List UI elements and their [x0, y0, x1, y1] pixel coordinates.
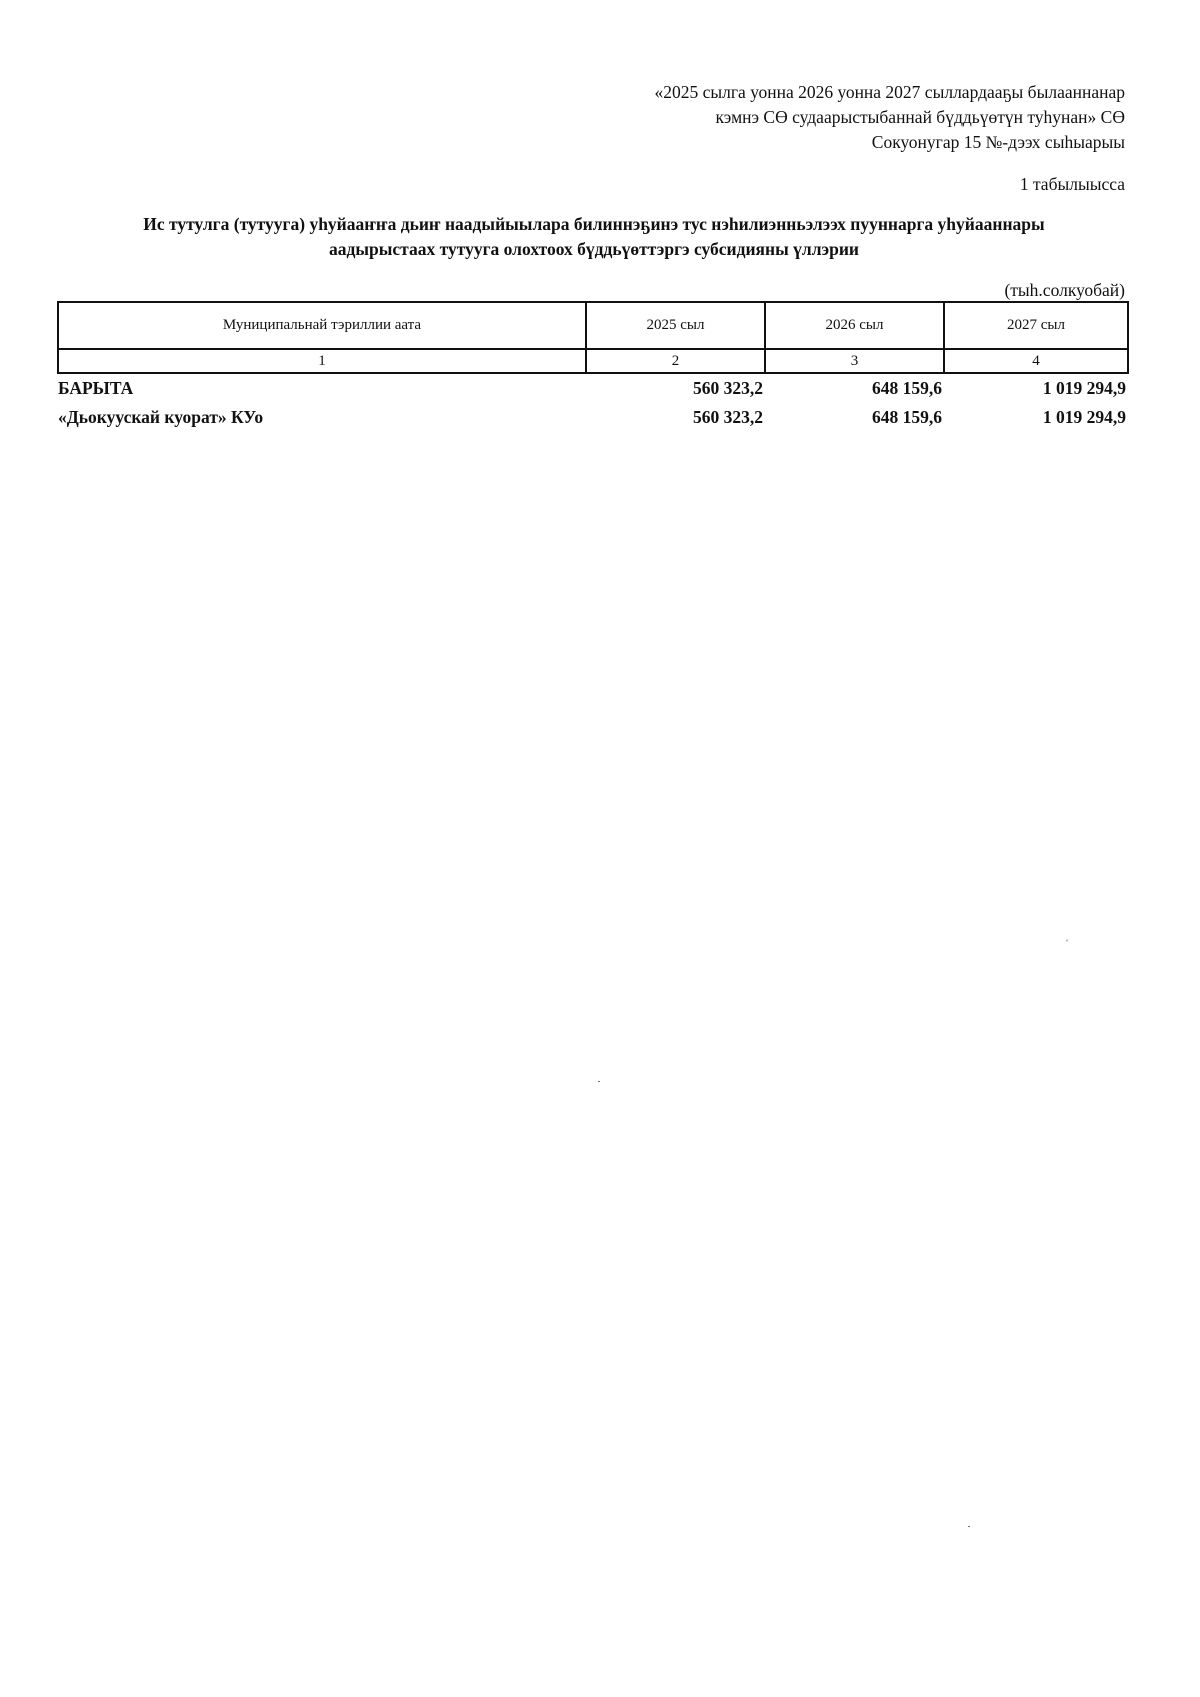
title-line-1: Ис тутулга (тутууга) уһуйааҥҥа дьиҥ наадыйыылара билиннэҕинэ тус нэһилиэнньэлээх пууннарга уһуйааннары — [143, 214, 1045, 234]
table-header-row — [58, 302, 1128, 349]
column-header-municipality: Муниципальнай тэриллии аата — [58, 302, 586, 349]
header-line: «2025 сылга уонна 2026 уонна 2027 сыллардааҕы былааннанар — [654, 82, 1125, 102]
scan-speck — [598, 1081, 600, 1082]
table-row-total — [58, 373, 1128, 403]
value-2025: 560 323,2 — [693, 407, 763, 427]
column-number: 4 — [944, 349, 1128, 373]
table-number: 1 табылыысса — [1019, 174, 1125, 194]
column-header-2026: 2026 сыл — [765, 302, 944, 349]
value-2026: 648 159,6 — [872, 378, 942, 398]
scan-speck — [1066, 939, 1068, 941]
header-line: кэмнэ СӨ судаарыстыбаннай бүддьүөтүн туһунан» СӨ — [715, 107, 1125, 127]
column-header-2025: 2025 сыл — [586, 302, 765, 349]
document-title — [58, 212, 1130, 262]
row-name: БАРЫТА — [58, 378, 134, 398]
title-line-2: аадырыстаах тутууга олохтоох бүддьүөттэргэ субсидияны үллэрии — [329, 239, 859, 259]
value-2027: 1 019 294,9 — [1042, 378, 1126, 398]
column-number-row — [58, 349, 1128, 373]
column-number: 1 — [58, 349, 586, 373]
value-2027: 1 019 294,9 — [1042, 407, 1126, 427]
scan-speck — [968, 1526, 970, 1527]
row-name: «Дьокуускай куорат» КУо — [58, 407, 264, 427]
document-header — [425, 80, 1125, 155]
column-number: 3 — [765, 349, 944, 373]
value-2025: 560 323,2 — [693, 378, 763, 398]
value-2026: 648 159,6 — [872, 407, 942, 427]
subsidy-table — [57, 301, 1129, 432]
table-row — [58, 403, 1128, 432]
column-number: 2 — [586, 349, 765, 373]
header-line: Сокуонугар 15 №-дээх сыһыарыы — [871, 132, 1125, 152]
units-label: (тыһ.солкуобай) — [1004, 280, 1125, 300]
column-header-2027: 2027 сыл — [944, 302, 1128, 349]
